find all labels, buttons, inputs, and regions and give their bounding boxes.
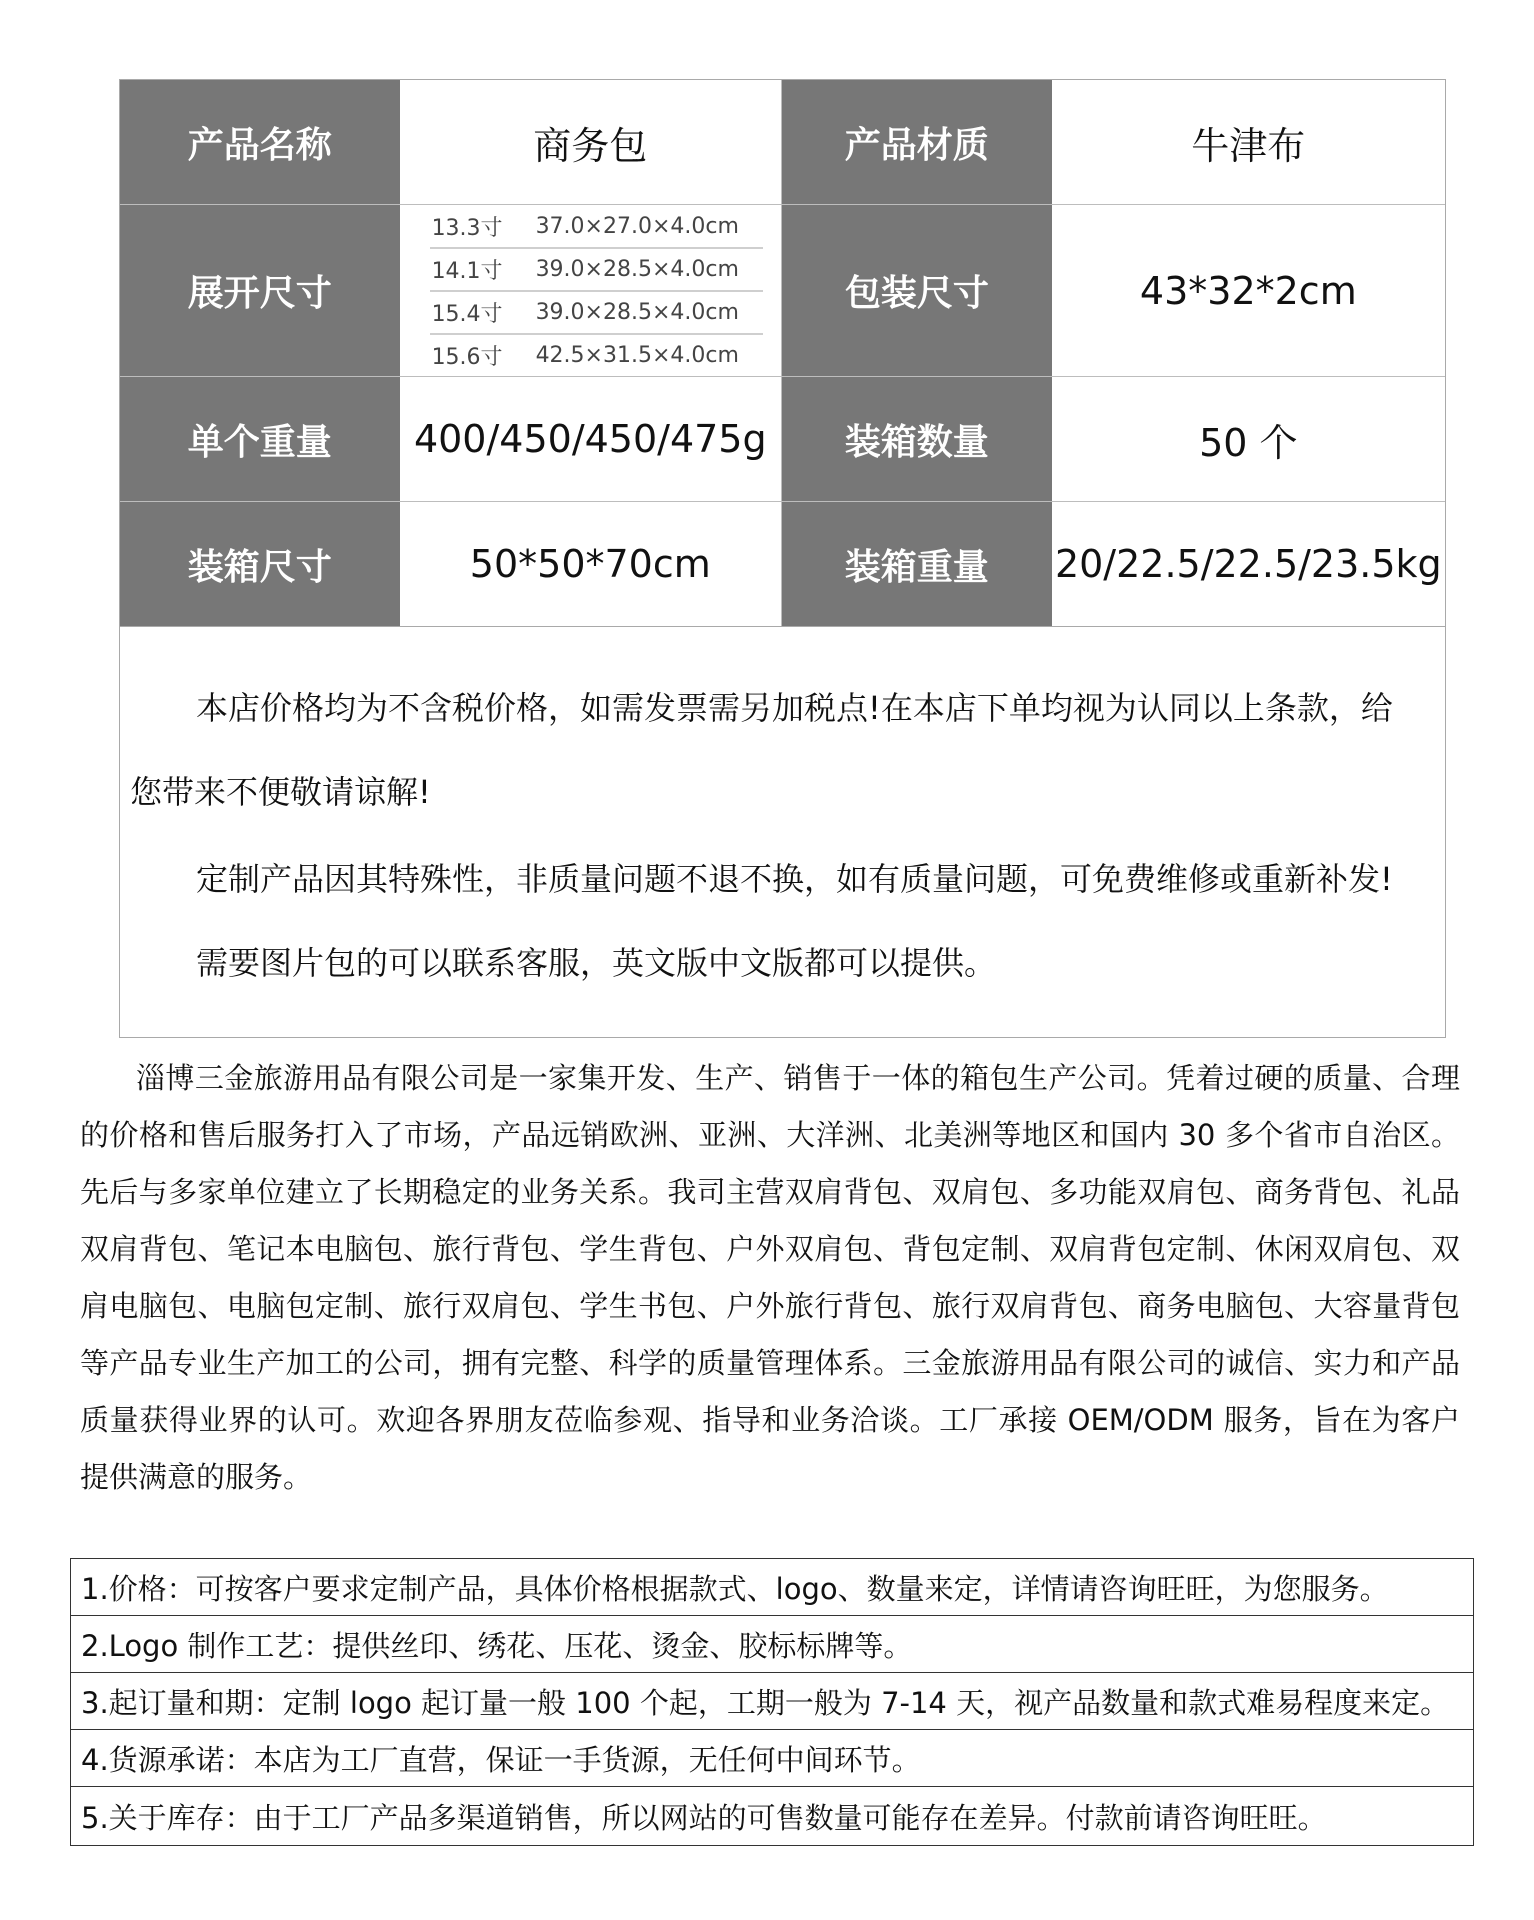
notice-line: 需要图片包的可以联系客服，英文版中文版都可以提供。 [196,944,997,982]
size-inch: 13.3寸 [431,215,503,241]
term-logo-craft: 2.Logo 制作工艺：提供丝印、绣花、压花、烫金、胶标标牌等。 [71,1616,1473,1673]
spec-label-unit-weight: 单个重量 [120,377,400,501]
spec-label-carton-qty: 装箱数量 [782,377,1052,501]
spec-value-unit-weight: 400/450/450/475g [400,377,782,501]
spec-row [120,502,1445,626]
size-item [430,335,763,376]
size-item [430,206,763,249]
term-stock: 5.关于库存：由于工厂产品多渠道销售，所以网站的可售数量可能存在差异。付款前请咨询旺旺。 [81,1800,1327,1835]
spec-row [120,377,1445,502]
spec-value-package-size: 43*32*2cm [1139,268,1357,313]
spec-value-carton-qty: 50 个 [1199,420,1298,465]
terms-table [70,1558,1474,1846]
spec-value-carton-size: 50*50*70cm [400,502,782,626]
spec-value-carton-weight: 20/22.5/22.5/23.5kg [1054,542,1442,586]
spec-table [119,79,1446,627]
size-inch: 14.1寸 [431,258,503,284]
term-moq-leadtime: 3.起订量和期：定制 logo 起订量一般 100 个起，工期一般为 7-14 天，视产品数量和款式难易程度来定。 [71,1673,1473,1730]
size-inch: 15.4寸 [431,301,503,327]
notice-line: 本店价格均为不含税价格，如需发票需另加税点!在本店下单均视为认同以上条款，给 [196,689,1393,727]
size-dimension: 39.0×28.5×4.0cm [535,256,739,282]
notice-line: 您带来不便敬请谅解! [130,773,431,811]
size-dimension: 42.5×31.5×4.0cm [535,342,739,368]
term-price: 1.价格：可按客户要求定制产品，具体价格根据款式、logo、数量来定，详情请咨询旺旺，为您服务。 [71,1559,1473,1616]
size-item [430,249,763,292]
spec-row [120,205,1445,377]
size-list [400,205,782,376]
spec-row [120,80,1445,205]
spec-value-material: 牛津布 [1191,123,1306,168]
notice-line: 定制产品因其特殊性，非质量问题不退不换，如有质量问题，可免费维修或重新补发! [196,860,1393,898]
spec-label-carton-weight: 装箱重量 [782,502,1052,626]
spec-value-product-name: 商务包 [400,80,782,204]
company-description: 淄博三金旅游用品有限公司是一家集开发、生产、销售于一体的箱包生产公司。凭着过硬的质量、合理的价格和售后服务打入了市场，产品远销欧洲、亚洲、大洋洲、北美洲等地区和国内 30 多个省市自治区。先后与多家单位建立了长期稳定的业务关系。我司主营双肩背包、双肩包、多功能双肩包、商务背包、礼品双肩背包、笔记本电脑包、旅行背包、学生背包、户外双肩包、背包定制、双肩背包定制、休闲双肩包、双肩电脑包、电脑包定制、旅行双肩包、学生书包、户外旅行背包、旅行双肩背包、商务电脑包、大容量背包等产品专业生产加工的公司，拥有完整、科学的质量管理体系。三金旅游用品有限公司的诚信、实力和产品质量获得业界的认可。欢迎各界朋友莅临参观、指导和业务洽谈。工厂承接 OEM/ODM 服务，旨在为客户提供满意的服务。 [80,1061,1460,1494]
spec-label-carton-size: 装箱尺寸 [120,502,400,626]
size-dimension: 37.0×27.0×4.0cm [535,213,739,239]
size-inch: 15.6寸 [431,344,503,370]
spec-label-product-name: 产品名称 [120,80,400,204]
term-source-promise: 4.货源承诺：本店为工厂直营，保证一手货源，无任何中间环节。 [71,1730,1473,1787]
spec-label-package-size: 包装尺寸 [782,205,1052,376]
size-item [430,292,763,335]
size-dimension: 39.0×28.5×4.0cm [535,299,739,325]
spec-label-unfolded-size: 展开尺寸 [120,205,400,376]
spec-label-material: 产品材质 [782,80,1052,204]
notice-box [119,626,1446,1038]
